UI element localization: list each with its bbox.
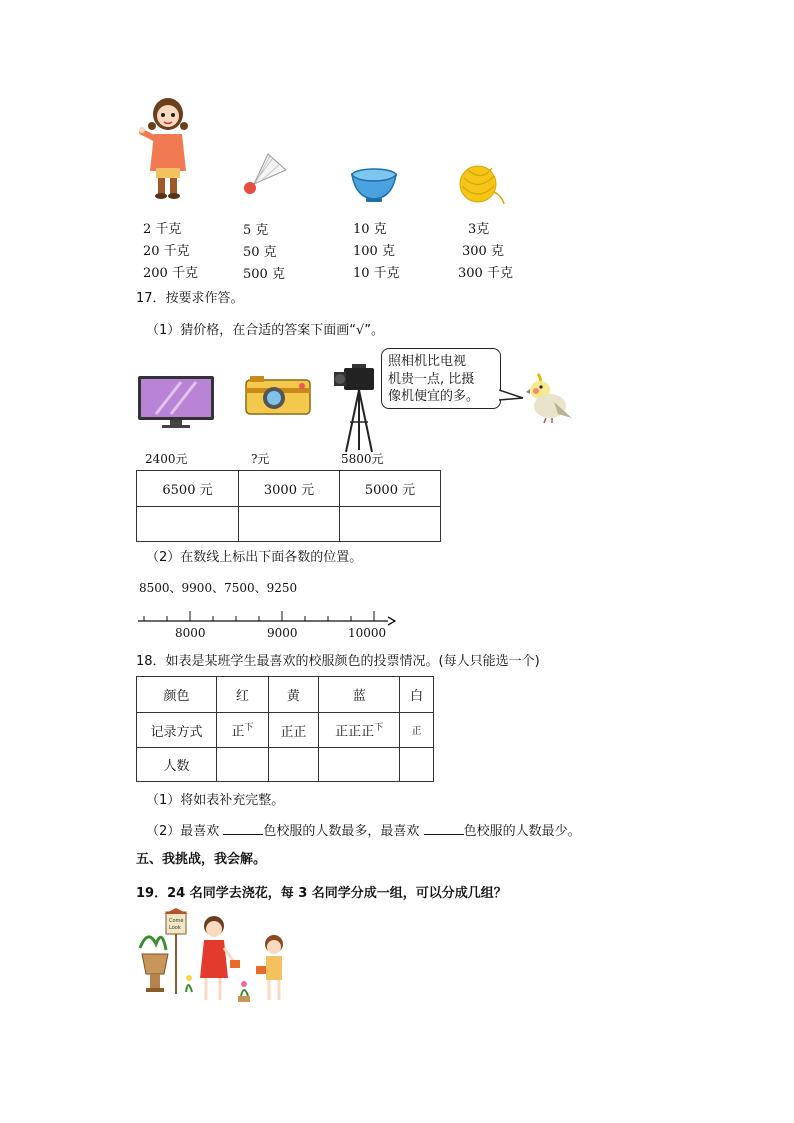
header-blue: 蓝 (319, 677, 400, 713)
tally-blue: 正正正$^下$ (319, 713, 400, 748)
number-line[interactable] (136, 606, 398, 628)
weight-option: 5 克 (243, 223, 269, 238)
choice-cell: 6500 元 (137, 471, 239, 507)
q17-part2: （2）在数线上标出下面各数的位置。 (146, 550, 363, 565)
weight-option: 200 千克 (143, 266, 198, 281)
video-camera-icon (332, 362, 382, 454)
bubble-line: 机贵一点, 比摄 (388, 371, 475, 387)
count-red[interactable] (217, 748, 269, 782)
vote-table (136, 676, 434, 782)
weight-option: 10 千克 (353, 266, 400, 281)
header-red: 红 (217, 677, 269, 713)
weight-options-bowl (353, 219, 400, 285)
weight-option: 2 千克 (143, 222, 182, 237)
q18-part1: （1）将如表补充完整。 (146, 793, 285, 808)
choice-cell: 5000 元 (339, 471, 440, 507)
q18-part2-b: 色校服的人数最多，最喜欢 (263, 824, 420, 839)
weight-option: 50 克 (243, 245, 277, 260)
header-yellow: 黄 (268, 677, 319, 713)
yarn-ball-icon (458, 162, 506, 206)
q17-part1: （1）猜价格，在合适的答案下面画“√”。 (146, 323, 385, 338)
yarn-illustration (458, 162, 506, 206)
watering-illustration (136, 908, 296, 1008)
bowl-icon (350, 166, 398, 204)
row-label-tally: 记录方式 (137, 713, 217, 748)
header-color: 颜色 (137, 677, 217, 713)
axis-label-9000: 9000 (267, 626, 298, 640)
speech-bubble (381, 348, 501, 409)
bubble-tail-icon (499, 388, 525, 404)
header-white: 白 (400, 677, 434, 713)
q17-title: 17．按要求作答。 (136, 291, 244, 306)
parrot-illustration (524, 372, 574, 424)
girl-illustration (138, 96, 194, 206)
count-white[interactable] (400, 748, 434, 782)
count-blue[interactable] (319, 748, 400, 782)
numbers-to-mark: 8500、9900、7500、9250 (139, 581, 298, 595)
weight-options-girl (143, 219, 198, 285)
answer-cell[interactable] (137, 507, 239, 542)
tally-yellow: 正正 (268, 713, 319, 748)
weight-option: 3克 (468, 222, 490, 237)
answer-cell[interactable] (339, 507, 440, 542)
weight-option: 300 千克 (458, 266, 513, 281)
camera-icon (244, 374, 312, 416)
shuttlecock-icon (240, 150, 288, 196)
weight-options-yarn (458, 219, 513, 285)
tv-illustration (136, 374, 216, 430)
weight-option: 500 克 (243, 267, 285, 282)
q18-part2-a: （2）最喜欢 (146, 824, 220, 839)
parrot-icon (524, 372, 574, 424)
children-watering-flowers-icon (136, 908, 296, 1008)
section-5-heading: 五、我挑战，我会解。 (136, 852, 267, 867)
tally-white: 正 (400, 713, 434, 748)
axis-label-8000: 8000 (175, 626, 206, 640)
arrow-right-icon (388, 617, 395, 625)
q18-part2-c: 色校服的人数最少。 (463, 824, 581, 839)
sign-text-look: Look (169, 925, 181, 931)
q18-title: 18．如表是某班学生最喜欢的校服颜色的投票情况。(每人只能选一个) (136, 654, 540, 669)
sign-text-come: Come (169, 918, 184, 924)
tv-icon (136, 374, 216, 430)
tally-red: 正$^下$ (217, 713, 269, 748)
weight-option: 300 克 (462, 244, 504, 259)
answer-blank-least[interactable] (424, 822, 464, 835)
camera-illustration (244, 374, 312, 416)
video-camera-illustration (332, 362, 382, 454)
weight-option: 100 克 (353, 244, 395, 259)
choice-cell: 3000 元 (238, 471, 339, 507)
bubble-line: 像机便宜的多。 (388, 389, 480, 405)
row-label-count: 人数 (137, 748, 217, 782)
answer-blank-most[interactable] (223, 822, 263, 835)
price-camera: ?元 (251, 452, 270, 466)
answer-cell[interactable] (238, 507, 339, 542)
price-video-camera: 5800元 (341, 452, 384, 466)
q19-title: 19．24 名同学去浇花，每 3 名同学分成一组，可以分成几组？ (136, 886, 507, 901)
count-yellow[interactable] (268, 748, 319, 782)
bubble-line: 照相机比电视 (388, 354, 467, 369)
axis-label-10000: 10000 (348, 626, 387, 640)
girl-icon (138, 96, 194, 206)
shuttlecock-illustration (240, 150, 288, 196)
price-choice-table (136, 470, 441, 542)
price-tv: 2400元 (145, 452, 188, 466)
weight-option: 20 千克 (143, 244, 190, 259)
weight-option: 10 克 (353, 222, 387, 237)
q18-part2 (146, 822, 581, 840)
bowl-illustration (350, 166, 398, 204)
weight-options-shuttlecock (243, 220, 285, 286)
